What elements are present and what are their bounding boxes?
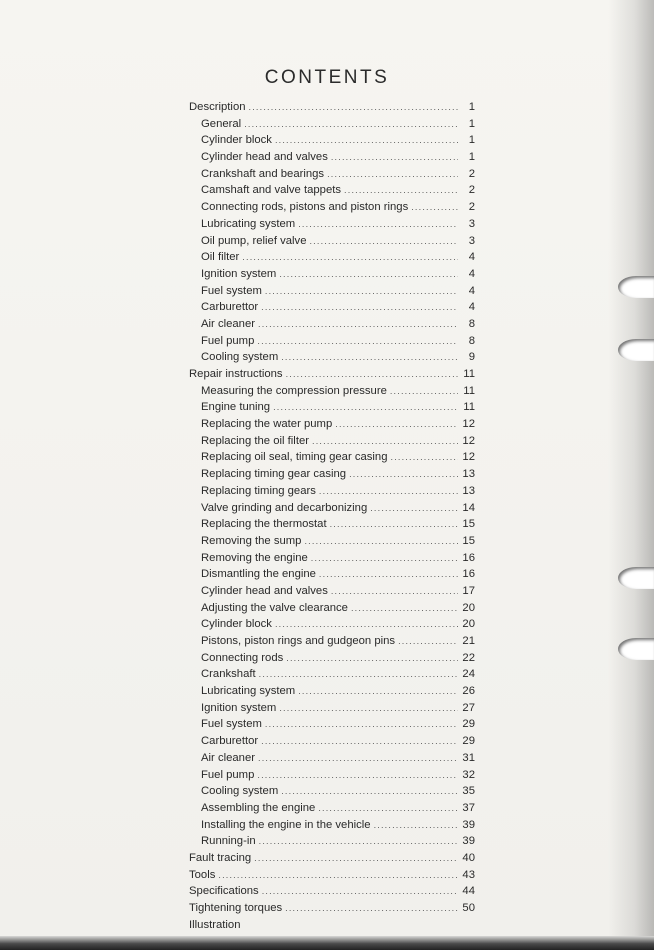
dot-leader bbox=[249, 99, 458, 116]
dot-leader bbox=[370, 500, 458, 517]
page-bottom-edge bbox=[0, 936, 654, 950]
dot-leader bbox=[374, 817, 458, 834]
toc-entry-label: Dismantling the engine bbox=[201, 568, 316, 581]
dot-leader bbox=[319, 483, 458, 500]
toc-entry bbox=[189, 833, 475, 850]
toc-entry-label: Cooling system bbox=[201, 785, 279, 798]
toc-entry-page: 12 bbox=[462, 434, 475, 447]
toc-entry bbox=[189, 333, 475, 350]
dot-leader bbox=[330, 516, 458, 533]
toc-entry-label: Removing the sump bbox=[201, 534, 302, 547]
toc-entry-label: Specifications bbox=[189, 885, 259, 898]
toc-entry-label: Carburettor bbox=[201, 301, 259, 314]
toc-entry bbox=[189, 99, 475, 116]
toc-entry-page: 12 bbox=[462, 418, 475, 431]
toc-entry-page: 2 bbox=[468, 201, 475, 214]
toc-entry-page: 50 bbox=[462, 902, 475, 914]
dot-leader bbox=[258, 316, 458, 333]
toc-entry-page: 1 bbox=[468, 101, 475, 113]
toc-entry bbox=[189, 349, 475, 366]
toc-entry-page: 20 bbox=[462, 618, 475, 631]
dot-leader bbox=[298, 216, 458, 233]
toc-entry bbox=[189, 533, 475, 550]
toc-entry-label: Oil pump, relief valve bbox=[201, 234, 307, 247]
toc-entry-page: 16 bbox=[462, 551, 475, 564]
toc-entry-label: Fuel system bbox=[201, 718, 262, 731]
toc-entry-label: Repair instructions bbox=[189, 368, 283, 380]
toc-entry-label: Fault tracing bbox=[189, 851, 252, 864]
toc-entry-label: Measuring the compression pressure bbox=[201, 384, 387, 397]
toc-entry-label: Running-in bbox=[201, 835, 256, 848]
dot-leader bbox=[261, 733, 458, 750]
toc-entry-label: Fuel pump bbox=[201, 768, 255, 781]
toc-entry-page: 14 bbox=[462, 501, 475, 514]
page-title: CONTENTS bbox=[264, 67, 390, 88]
contents-list bbox=[189, 99, 475, 933]
dot-leader bbox=[309, 233, 458, 250]
toc-entry bbox=[189, 132, 475, 149]
dot-leader bbox=[391, 449, 459, 466]
toc-entry-label: Lubricating system bbox=[201, 217, 296, 230]
punch-hole-1 bbox=[618, 276, 654, 298]
toc-entry bbox=[189, 449, 475, 466]
dot-leader bbox=[259, 666, 458, 683]
toc-entry bbox=[189, 233, 475, 250]
toc-entry-page: 40 bbox=[462, 851, 475, 864]
toc-entry bbox=[189, 650, 475, 667]
toc-entry-page: 9 bbox=[468, 351, 475, 364]
toc-entry-page: 24 bbox=[462, 668, 475, 681]
dot-leader bbox=[351, 600, 458, 617]
toc-entry-label: Crankshaft bbox=[201, 668, 256, 681]
toc-entry-label: Ignition system bbox=[201, 267, 277, 280]
toc-entry bbox=[189, 817, 475, 834]
toc-entry-page: 8 bbox=[468, 317, 475, 330]
toc-entry bbox=[189, 583, 475, 600]
dot-leader bbox=[331, 583, 458, 600]
dot-leader bbox=[265, 716, 458, 733]
toc-entry-page: 13 bbox=[462, 484, 475, 497]
toc-entry-page: 29 bbox=[462, 735, 475, 748]
dot-leader bbox=[304, 533, 458, 550]
toc-entry-page: 4 bbox=[468, 301, 475, 314]
toc-entry bbox=[189, 767, 475, 784]
toc-entry bbox=[189, 500, 475, 517]
toc-entry-label: Crankshaft and bearings bbox=[201, 167, 325, 180]
toc-entry-page: 17 bbox=[462, 584, 475, 597]
toc-entry bbox=[189, 383, 475, 400]
toc-entry-page: 11 bbox=[463, 384, 475, 397]
toc-entry-label: Air cleaner bbox=[201, 317, 255, 330]
toc-entry bbox=[189, 399, 475, 416]
toc-entry-label: Replacing oil seal, timing gear casing bbox=[201, 451, 388, 464]
toc-entry-label: Cylinder block bbox=[201, 618, 272, 631]
toc-entry bbox=[189, 266, 475, 283]
toc-entry-label: Connecting rods, pistons and piston rings bbox=[201, 201, 409, 214]
dot-leader bbox=[398, 633, 458, 650]
toc-entry-page: 31 bbox=[462, 751, 475, 764]
toc-entry bbox=[189, 716, 475, 733]
toc-entry bbox=[189, 783, 475, 800]
toc-entry bbox=[189, 416, 475, 433]
dot-leader bbox=[262, 883, 458, 900]
toc-entry-page: 8 bbox=[468, 334, 475, 347]
dot-leader bbox=[349, 466, 458, 483]
toc-entry-page: 44 bbox=[462, 885, 475, 898]
toc-entry-page: 11 bbox=[463, 401, 475, 414]
dot-leader bbox=[281, 783, 458, 800]
toc-entry-label: Tools bbox=[189, 868, 216, 881]
toc-entry bbox=[189, 249, 475, 266]
dot-leader bbox=[265, 283, 458, 300]
toc-entry bbox=[189, 166, 475, 183]
dot-leader bbox=[344, 182, 458, 199]
toc-entry bbox=[189, 483, 475, 500]
toc-entry-label: Oil filter bbox=[201, 251, 240, 264]
dot-leader bbox=[261, 299, 458, 316]
toc-entry-label: Assembling the engine bbox=[201, 801, 316, 814]
toc-entry bbox=[189, 616, 475, 633]
dot-leader bbox=[273, 399, 458, 416]
toc-entry-page: 26 bbox=[462, 685, 475, 698]
toc-entry-label: Air cleaner bbox=[201, 751, 255, 764]
toc-entry-page: 15 bbox=[462, 534, 475, 547]
toc-entry-label: Connecting rods bbox=[201, 651, 284, 664]
toc-entry-page: 22 bbox=[462, 651, 475, 664]
toc-entry-label: Cylinder head and valves bbox=[201, 151, 328, 164]
dot-leader bbox=[390, 383, 458, 400]
toc-entry-page: 16 bbox=[462, 568, 475, 581]
toc-entry bbox=[189, 366, 475, 383]
toc-entry-label: Illustration bbox=[189, 918, 241, 931]
dot-leader bbox=[312, 433, 458, 450]
dot-leader bbox=[257, 767, 458, 784]
dot-leader bbox=[279, 700, 458, 717]
toc-entry-page: 11 bbox=[463, 368, 475, 380]
toc-entry-label: Lubricating system bbox=[201, 685, 296, 698]
toc-entry-page: 20 bbox=[462, 601, 475, 614]
dot-leader bbox=[275, 616, 458, 633]
toc-entry bbox=[189, 566, 475, 583]
toc-entry-page: 2 bbox=[468, 184, 475, 197]
toc-entry bbox=[189, 199, 475, 216]
toc-entry-label: Replacing the water pump bbox=[201, 418, 333, 431]
toc-entry bbox=[189, 917, 475, 934]
toc-entry bbox=[189, 700, 475, 717]
toc-entry bbox=[189, 116, 475, 133]
toc-entry bbox=[189, 433, 475, 450]
dot-leader bbox=[244, 116, 458, 133]
toc-entry-label: Replacing the thermostat bbox=[201, 518, 327, 531]
toc-entry-page: 39 bbox=[462, 835, 475, 848]
dot-leader bbox=[285, 900, 458, 917]
toc-entry-page: 12 bbox=[462, 451, 475, 464]
toc-entry-label: Tightening torques bbox=[189, 902, 283, 914]
dot-leader bbox=[318, 800, 458, 817]
toc-entry-label: Replacing the oil filter bbox=[201, 434, 310, 447]
toc-entry-label: General bbox=[201, 117, 242, 130]
toc-entry-page: 4 bbox=[468, 284, 475, 297]
toc-entry-page: 32 bbox=[462, 768, 475, 781]
toc-entry-page: 21 bbox=[462, 635, 475, 647]
toc-entry-page: 4 bbox=[468, 251, 475, 264]
dot-leader bbox=[411, 199, 458, 216]
toc-entry bbox=[189, 733, 475, 750]
punch-hole-3 bbox=[618, 567, 654, 589]
toc-entry bbox=[189, 466, 475, 483]
toc-entry-page: 29 bbox=[462, 718, 475, 731]
toc-entry-label: Cylinder block bbox=[201, 134, 272, 147]
toc-entry-page: 37 bbox=[462, 801, 475, 814]
toc-entry-page: 35 bbox=[462, 785, 475, 798]
toc-entry-label: Cylinder head and valves bbox=[201, 584, 328, 597]
toc-entry-label: Carburettor bbox=[201, 735, 259, 748]
toc-entry-page: 13 bbox=[462, 468, 475, 481]
toc-entry bbox=[189, 750, 475, 767]
toc-entry-label: Removing the engine bbox=[201, 551, 308, 564]
dot-leader bbox=[257, 333, 458, 350]
toc-entry bbox=[189, 550, 475, 567]
dot-leader bbox=[254, 850, 458, 867]
toc-entry bbox=[189, 216, 475, 233]
toc-entry-label: Fuel pump bbox=[201, 334, 255, 347]
toc-entry-label: Installing the engine in the vehicle bbox=[201, 818, 371, 831]
toc-entry bbox=[189, 283, 475, 300]
dot-leader bbox=[279, 266, 458, 283]
toc-entry-label: Ignition system bbox=[201, 701, 277, 714]
dot-leader bbox=[311, 550, 458, 567]
toc-entry-page: 43 bbox=[462, 868, 475, 881]
toc-entry bbox=[189, 316, 475, 333]
toc-entry bbox=[189, 666, 475, 683]
toc-entry-page: 1 bbox=[468, 134, 475, 147]
dot-leader bbox=[258, 750, 458, 767]
toc-entry-label: Valve grinding and decarbonizing bbox=[201, 501, 368, 514]
punch-hole-4 bbox=[618, 638, 654, 660]
dot-leader bbox=[286, 650, 458, 667]
toc-entry-page: 3 bbox=[468, 234, 475, 247]
dot-leader bbox=[298, 683, 458, 700]
toc-entry bbox=[189, 182, 475, 199]
toc-entry-label: Adjusting the valve clearance bbox=[201, 601, 348, 614]
toc-entry bbox=[189, 633, 475, 650]
dot-leader bbox=[281, 349, 458, 366]
toc-entry-label: Camshaft and valve tappets bbox=[201, 184, 342, 197]
toc-entry-label: Replacing timing gears bbox=[201, 484, 316, 497]
toc-entry bbox=[189, 149, 475, 166]
dot-leader bbox=[259, 833, 458, 850]
toc-entry bbox=[189, 299, 475, 316]
toc-entry bbox=[189, 683, 475, 700]
toc-entry-label: Fuel system bbox=[201, 284, 262, 297]
toc-entry-label: Engine tuning bbox=[201, 401, 271, 414]
toc-entry-label: Description bbox=[189, 101, 246, 113]
dot-leader bbox=[275, 132, 458, 149]
toc-entry-page: 4 bbox=[468, 267, 475, 280]
dot-leader bbox=[335, 416, 458, 433]
toc-entry-page: 39 bbox=[462, 818, 475, 831]
dot-leader bbox=[331, 149, 458, 166]
punch-hole-2 bbox=[618, 339, 654, 361]
toc-entry-page: 2 bbox=[468, 167, 475, 180]
toc-entry bbox=[189, 516, 475, 533]
toc-entry-page: 15 bbox=[462, 518, 475, 531]
toc-entry-page: 27 bbox=[462, 701, 475, 714]
dot-leader bbox=[242, 249, 458, 266]
toc-entry-page: 1 bbox=[468, 151, 475, 164]
dot-leader bbox=[218, 867, 458, 884]
dot-leader bbox=[286, 366, 458, 383]
toc-entry bbox=[189, 900, 475, 917]
toc-entry-label: Pistons, piston rings and gudgeon pins bbox=[201, 635, 396, 647]
toc-entry bbox=[189, 850, 475, 867]
toc-entry-page: 3 bbox=[468, 217, 475, 230]
toc-entry bbox=[189, 600, 475, 617]
toc-entry-label: Cooling system bbox=[201, 351, 279, 364]
toc-entry-page: 1 bbox=[468, 117, 475, 130]
toc-entry-label: Replacing timing gear casing bbox=[201, 468, 347, 481]
dot-leader bbox=[327, 166, 458, 183]
toc-entry bbox=[189, 867, 475, 884]
toc-entry bbox=[189, 883, 475, 900]
dot-leader bbox=[319, 566, 458, 583]
toc-entry bbox=[189, 800, 475, 817]
